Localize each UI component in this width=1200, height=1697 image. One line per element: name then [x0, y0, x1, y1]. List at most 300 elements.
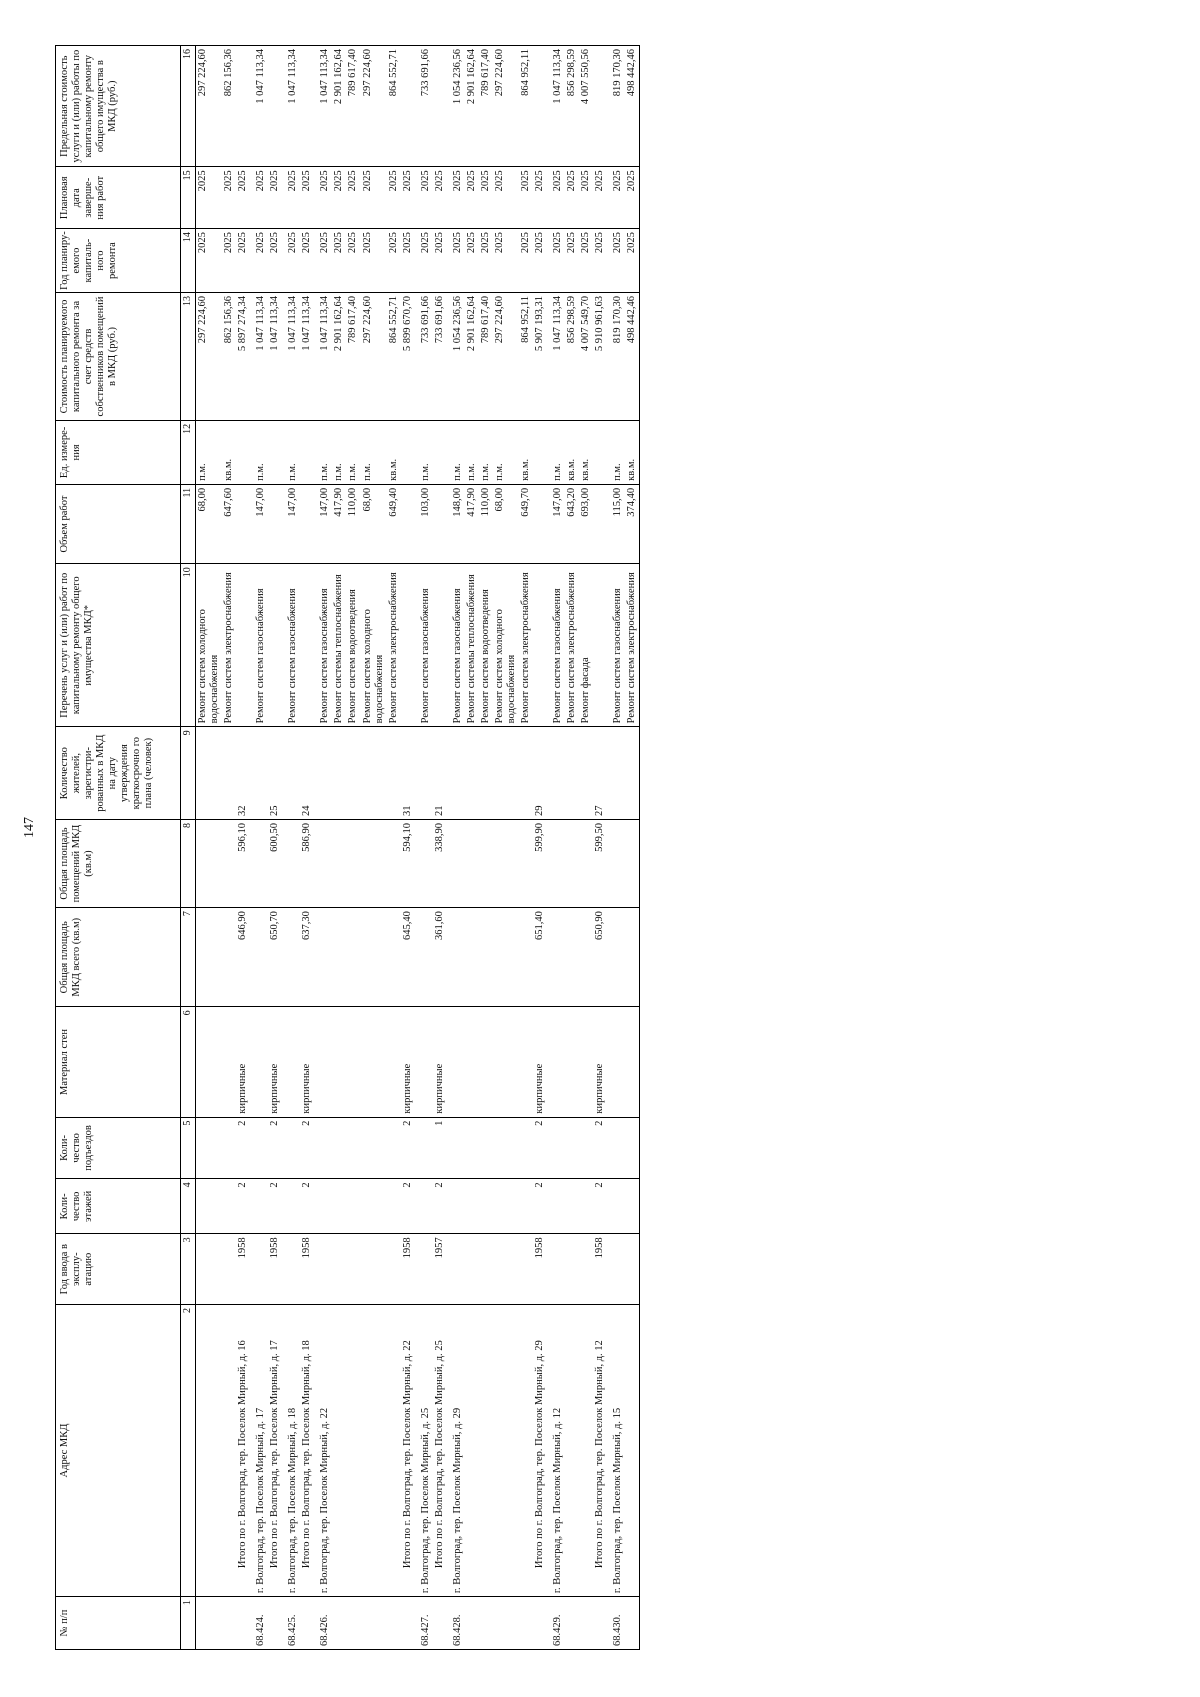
planned-year: 2025 [318, 229, 332, 293]
work-volume: 68,00 [196, 484, 223, 563]
cost-limit [401, 46, 419, 167]
year-built [579, 1234, 593, 1305]
work-type: Ремонт систем газоснабжения [551, 564, 565, 727]
planned-year: 2025 [479, 229, 493, 293]
planned-cost: 5 899 670,70 [401, 293, 419, 421]
completion-date: 2025 [236, 167, 254, 229]
planned-cost: 1 047 113,34 [551, 293, 565, 421]
premises-area [479, 819, 493, 907]
table-row [625, 46, 640, 1650]
column-number: 1 [181, 1597, 196, 1650]
column-number: 9 [181, 727, 196, 820]
floors [465, 1179, 479, 1234]
row-number [433, 1597, 451, 1650]
wall-material [286, 1007, 300, 1117]
completion-date: 2025 [593, 167, 611, 229]
work-volume [236, 484, 254, 563]
entrances [465, 1117, 479, 1179]
residents: 31 [401, 727, 419, 820]
column-number: 14 [181, 229, 196, 293]
row-number: 68.426. [318, 1597, 332, 1650]
entrances: 2 [268, 1117, 286, 1179]
year-built [286, 1234, 300, 1305]
premises-area: 596,10 [236, 819, 254, 907]
floors [387, 1179, 401, 1234]
entrances [196, 1117, 223, 1179]
year-built [419, 1234, 433, 1305]
column-number: 6 [181, 1007, 196, 1117]
total-area: 637,30 [300, 908, 318, 1007]
premises-area [565, 819, 579, 907]
row-number [625, 1597, 640, 1650]
floors [318, 1179, 332, 1234]
row-number [519, 1597, 533, 1650]
planned-cost: 2 901 162,64 [332, 293, 346, 421]
premises-area [254, 819, 268, 907]
planned-cost: 297 224,60 [196, 293, 223, 421]
work-volume: 649,70 [519, 484, 533, 563]
address: г. Волгоград, тер. Поселок Мирный, д. 22 [318, 1304, 332, 1596]
year-built [361, 1234, 387, 1305]
work-type: Ремонт системы теплоснабжения [465, 564, 479, 727]
row-number [361, 1597, 387, 1650]
work-volume: 693,00 [579, 484, 593, 563]
column-number: 7 [181, 908, 196, 1007]
completion-date: 2025 [565, 167, 579, 229]
floors [551, 1179, 565, 1234]
cost-limit: 1 047 113,34 [254, 46, 268, 167]
unit: кв.м. [565, 420, 579, 484]
residents [479, 727, 493, 820]
address [565, 1304, 579, 1596]
table-row [332, 46, 346, 1650]
cost-limit: 297 224,60 [493, 46, 519, 167]
premises-area [346, 819, 360, 907]
completion-date: 2025 [519, 167, 533, 229]
residents [465, 727, 479, 820]
residents [346, 727, 360, 820]
premises-area [387, 819, 401, 907]
address: г. Волгоград, тер. Поселок Мирный, д. 15 [611, 1304, 625, 1596]
completion-date: 2025 [401, 167, 419, 229]
year-built: 1958 [401, 1234, 419, 1305]
total-area [332, 908, 346, 1007]
floors: 2 [401, 1179, 419, 1234]
premises-area: 594,10 [401, 819, 419, 907]
work-type [236, 564, 254, 727]
completion-date: 2025 [579, 167, 593, 229]
year-built [332, 1234, 346, 1305]
residents [332, 727, 346, 820]
total-area [196, 908, 223, 1007]
work-volume: 110,00 [346, 484, 360, 563]
premises-area [196, 819, 223, 907]
total-area [465, 908, 479, 1007]
year-built [451, 1234, 465, 1305]
completion-date: 2025 [479, 167, 493, 229]
floors: 2 [533, 1179, 551, 1234]
page-number: 147 [22, 817, 37, 838]
floors [451, 1179, 465, 1234]
cost-limit: 856 298,59 [565, 46, 579, 167]
year-built: 1957 [433, 1234, 451, 1305]
column-number: 5 [181, 1117, 196, 1179]
repair-plan-table [55, 45, 640, 1650]
column-header: Коли- чество подъездов [56, 1117, 181, 1179]
work-volume [300, 484, 318, 563]
work-volume [268, 484, 286, 563]
work-type: Ремонт системы теплоснабжения [332, 564, 346, 727]
table-row [222, 46, 236, 1650]
entrances: 1 [433, 1117, 451, 1179]
completion-date: 2025 [465, 167, 479, 229]
entrances: 2 [236, 1117, 254, 1179]
entrances [579, 1117, 593, 1179]
row-number [533, 1597, 551, 1650]
work-volume: 374,40 [625, 484, 640, 563]
residents [451, 727, 465, 820]
residents: 32 [236, 727, 254, 820]
year-built: 1958 [236, 1234, 254, 1305]
total-area [565, 908, 579, 1007]
planned-cost: 5 897 274,34 [236, 293, 254, 421]
wall-material [565, 1007, 579, 1117]
unit [268, 420, 286, 484]
completion-date: 2025 [533, 167, 551, 229]
floors [493, 1179, 519, 1234]
work-type: Ремонт систем электроснабжения [565, 564, 579, 727]
row-number: 68.427. [419, 1597, 433, 1650]
planned-year: 2025 [332, 229, 346, 293]
residents [254, 727, 268, 820]
year-built [346, 1234, 360, 1305]
planned-year: 2025 [346, 229, 360, 293]
planned-cost: 1 047 113,34 [254, 293, 268, 421]
wall-material: кирпичные [593, 1007, 611, 1117]
column-header: Объем работ [56, 484, 181, 563]
planned-year: 2025 [222, 229, 236, 293]
year-built [565, 1234, 579, 1305]
work-type: Ремонт систем холодного водоснабжения [196, 564, 223, 727]
completion-date: 2025 [625, 167, 640, 229]
table-row [519, 46, 533, 1650]
wall-material: кирпичные [268, 1007, 286, 1117]
total-area [222, 908, 236, 1007]
residents [361, 727, 387, 820]
floors: 2 [236, 1179, 254, 1234]
residents [419, 727, 433, 820]
work-volume: 147,00 [318, 484, 332, 563]
column-header: Год ввода в эксплу- атацию [56, 1234, 181, 1305]
completion-date: 2025 [433, 167, 451, 229]
column-header: Перечень услуг и (или) работ по капитальному ремонту общего имущества МКД* [56, 564, 181, 727]
total-area: 645,40 [401, 908, 419, 1007]
premises-area [551, 819, 565, 907]
completion-date: 2025 [361, 167, 387, 229]
row-number [593, 1597, 611, 1650]
planned-year: 2025 [519, 229, 533, 293]
unit: п.м. [479, 420, 493, 484]
planned-cost: 2 901 162,64 [465, 293, 479, 421]
residents [611, 727, 625, 820]
column-header: Год планиру- емого капиталь- ного ремонта [56, 229, 181, 293]
unit: п.м. [346, 420, 360, 484]
unit: кв.м. [579, 420, 593, 484]
residents: 24 [300, 727, 318, 820]
unit: п.м. [451, 420, 465, 484]
entrances [565, 1117, 579, 1179]
planned-year: 2025 [300, 229, 318, 293]
work-type [533, 564, 551, 727]
completion-date: 2025 [268, 167, 286, 229]
table-row [300, 46, 318, 1650]
column-number: 12 [181, 420, 196, 484]
table-row [387, 46, 401, 1650]
work-type: Ремонт систем водоотведения [479, 564, 493, 727]
floors [332, 1179, 346, 1234]
entrances [451, 1117, 465, 1179]
work-type: Ремонт систем газоснабжения [611, 564, 625, 727]
floors: 2 [268, 1179, 286, 1234]
wall-material [625, 1007, 640, 1117]
work-type [433, 564, 451, 727]
total-area: 650,70 [268, 908, 286, 1007]
column-header: Ед. измере- ния [56, 420, 181, 484]
residents [286, 727, 300, 820]
row-number [236, 1597, 254, 1650]
cost-limit [433, 46, 451, 167]
planned-cost: 856 298,59 [565, 293, 579, 421]
cost-limit: 297 224,60 [196, 46, 223, 167]
work-type: Ремонт систем газоснабжения [419, 564, 433, 727]
wall-material [387, 1007, 401, 1117]
unit: кв.м. [222, 420, 236, 484]
cost-limit: 2 901 162,64 [465, 46, 479, 167]
planned-cost: 498 442,46 [625, 293, 640, 421]
work-type: Ремонт систем электроснабжения [387, 564, 401, 727]
premises-area: 586,90 [300, 819, 318, 907]
planned-cost: 297 224,60 [361, 293, 387, 421]
table-body [196, 46, 640, 1650]
planned-year: 2025 [236, 229, 254, 293]
unit: п.м. [286, 420, 300, 484]
address [465, 1304, 479, 1596]
total-area: 650,90 [593, 908, 611, 1007]
year-built [551, 1234, 565, 1305]
column-header: № п/п [56, 1597, 181, 1650]
table-row [533, 46, 551, 1650]
year-built [387, 1234, 401, 1305]
planned-year: 2025 [401, 229, 419, 293]
floors: 2 [433, 1179, 451, 1234]
entrances [419, 1117, 433, 1179]
year-built [479, 1234, 493, 1305]
entrances [479, 1117, 493, 1179]
planned-year: 2025 [565, 229, 579, 293]
entrances [346, 1117, 360, 1179]
floors [519, 1179, 533, 1234]
year-built: 1958 [533, 1234, 551, 1305]
row-number [479, 1597, 493, 1650]
premises-area [451, 819, 465, 907]
completion-date: 2025 [254, 167, 268, 229]
work-volume: 643,20 [565, 484, 579, 563]
premises-area [465, 819, 479, 907]
entrances [332, 1117, 346, 1179]
table-row [565, 46, 579, 1650]
residents [551, 727, 565, 820]
floors [579, 1179, 593, 1234]
table-row [361, 46, 387, 1650]
residents: 27 [593, 727, 611, 820]
entrances [625, 1117, 640, 1179]
planned-year: 2025 [451, 229, 465, 293]
table-row [451, 46, 465, 1650]
address [625, 1304, 640, 1596]
wall-material [346, 1007, 360, 1117]
table-row [493, 46, 519, 1650]
premises-area [579, 819, 593, 907]
column-header: Количество жителей, зарегистри- рованных в МКД на дату утверждения краткосрочно го плана (человек) [56, 727, 181, 820]
unit [433, 420, 451, 484]
year-built [611, 1234, 625, 1305]
address: Итого по г. Волгоград, тер. Поселок Мирный, д. 29 [533, 1304, 551, 1596]
planned-cost: 297 224,60 [493, 293, 519, 421]
cost-limit: 1 047 113,34 [551, 46, 565, 167]
address: Итого по г. Волгоград, тер. Поселок Мирный, д. 16 [236, 1304, 254, 1596]
year-built: 1958 [268, 1234, 286, 1305]
total-area [519, 908, 533, 1007]
planned-year: 2025 [419, 229, 433, 293]
cost-limit: 789 617,40 [346, 46, 360, 167]
premises-area [361, 819, 387, 907]
entrances [493, 1117, 519, 1179]
floors [196, 1179, 223, 1234]
total-area [286, 908, 300, 1007]
unit: п.м. [465, 420, 479, 484]
work-volume: 649,40 [387, 484, 401, 563]
planned-year: 2025 [268, 229, 286, 293]
row-number [565, 1597, 579, 1650]
floors [565, 1179, 579, 1234]
wall-material [493, 1007, 519, 1117]
column-number: 13 [181, 293, 196, 421]
address: Итого по г. Волгоград, тер. Поселок Мирный, д. 17 [268, 1304, 286, 1596]
unit [593, 420, 611, 484]
planned-year: 2025 [611, 229, 625, 293]
completion-date: 2025 [318, 167, 332, 229]
unit: п.м. [196, 420, 223, 484]
cost-limit: 498 442,46 [625, 46, 640, 167]
year-built [625, 1234, 640, 1305]
work-type [401, 564, 419, 727]
planned-cost: 864 952,11 [519, 293, 533, 421]
planned-cost: 1 047 113,34 [286, 293, 300, 421]
wall-material: кирпичные [300, 1007, 318, 1117]
cost-limit: 864 952,11 [519, 46, 533, 167]
residents [625, 727, 640, 820]
cost-limit: 4 007 550,56 [579, 46, 593, 167]
work-type: Ремонт фасада [579, 564, 593, 727]
year-built [318, 1234, 332, 1305]
column-header: Плановая дата заверше- ния работ [56, 167, 181, 229]
column-number: 10 [181, 564, 196, 727]
wall-material [479, 1007, 493, 1117]
planned-cost: 862 156,36 [222, 293, 236, 421]
floors [254, 1179, 268, 1234]
column-header: Коли- чество этажей [56, 1179, 181, 1234]
unit [533, 420, 551, 484]
wall-material [361, 1007, 387, 1117]
column-number: 11 [181, 484, 196, 563]
premises-area: 338,90 [433, 819, 451, 907]
row-number: 68.425. [286, 1597, 300, 1650]
cost-limit: 819 170,30 [611, 46, 625, 167]
planned-year: 2025 [533, 229, 551, 293]
planned-year: 2025 [493, 229, 519, 293]
address [387, 1304, 401, 1596]
year-built: 1958 [300, 1234, 318, 1305]
residents: 21 [433, 727, 451, 820]
work-volume: 68,00 [361, 484, 387, 563]
column-header: Предельная стоимость услуги и (или) работы по капитальному ремонту общего имущества в МКД (руб.) [56, 46, 181, 167]
planned-cost: 4 007 549,70 [579, 293, 593, 421]
floors [419, 1179, 433, 1234]
row-number [346, 1597, 360, 1650]
work-type: Ремонт систем электроснабжения [625, 564, 640, 727]
work-type: Ремонт систем газоснабжения [254, 564, 268, 727]
residents [493, 727, 519, 820]
cost-limit [236, 46, 254, 167]
wall-material [254, 1007, 268, 1117]
residents [519, 727, 533, 820]
table-row [611, 46, 625, 1650]
total-area [254, 908, 268, 1007]
work-volume [433, 484, 451, 563]
row-number [268, 1597, 286, 1650]
planned-year: 2025 [433, 229, 451, 293]
unit: п.м. [332, 420, 346, 484]
floors [611, 1179, 625, 1234]
total-area [579, 908, 593, 1007]
planned-year: 2025 [387, 229, 401, 293]
cost-limit [533, 46, 551, 167]
completion-date: 2025 [419, 167, 433, 229]
address: г. Волгоград, тер. Поселок Мирный, д. 17 [254, 1304, 268, 1596]
year-built [222, 1234, 236, 1305]
work-volume: 147,00 [286, 484, 300, 563]
cost-limit: 864 552,71 [387, 46, 401, 167]
rotated-table-container [55, 45, 1175, 1650]
year-built [493, 1234, 519, 1305]
floors [222, 1179, 236, 1234]
column-number: 8 [181, 819, 196, 907]
work-type: Ремонт систем электроснабжения [222, 564, 236, 727]
floors [286, 1179, 300, 1234]
year-built [254, 1234, 268, 1305]
floors [361, 1179, 387, 1234]
wall-material [332, 1007, 346, 1117]
planned-cost: 1 047 113,34 [300, 293, 318, 421]
work-volume: 103,00 [419, 484, 433, 563]
work-volume: 147,00 [254, 484, 268, 563]
planned-year: 2025 [254, 229, 268, 293]
premises-area [611, 819, 625, 907]
premises-area: 599,50 [593, 819, 611, 907]
planned-cost: 1 047 113,34 [318, 293, 332, 421]
year-built: 1958 [593, 1234, 611, 1305]
completion-date: 2025 [551, 167, 565, 229]
